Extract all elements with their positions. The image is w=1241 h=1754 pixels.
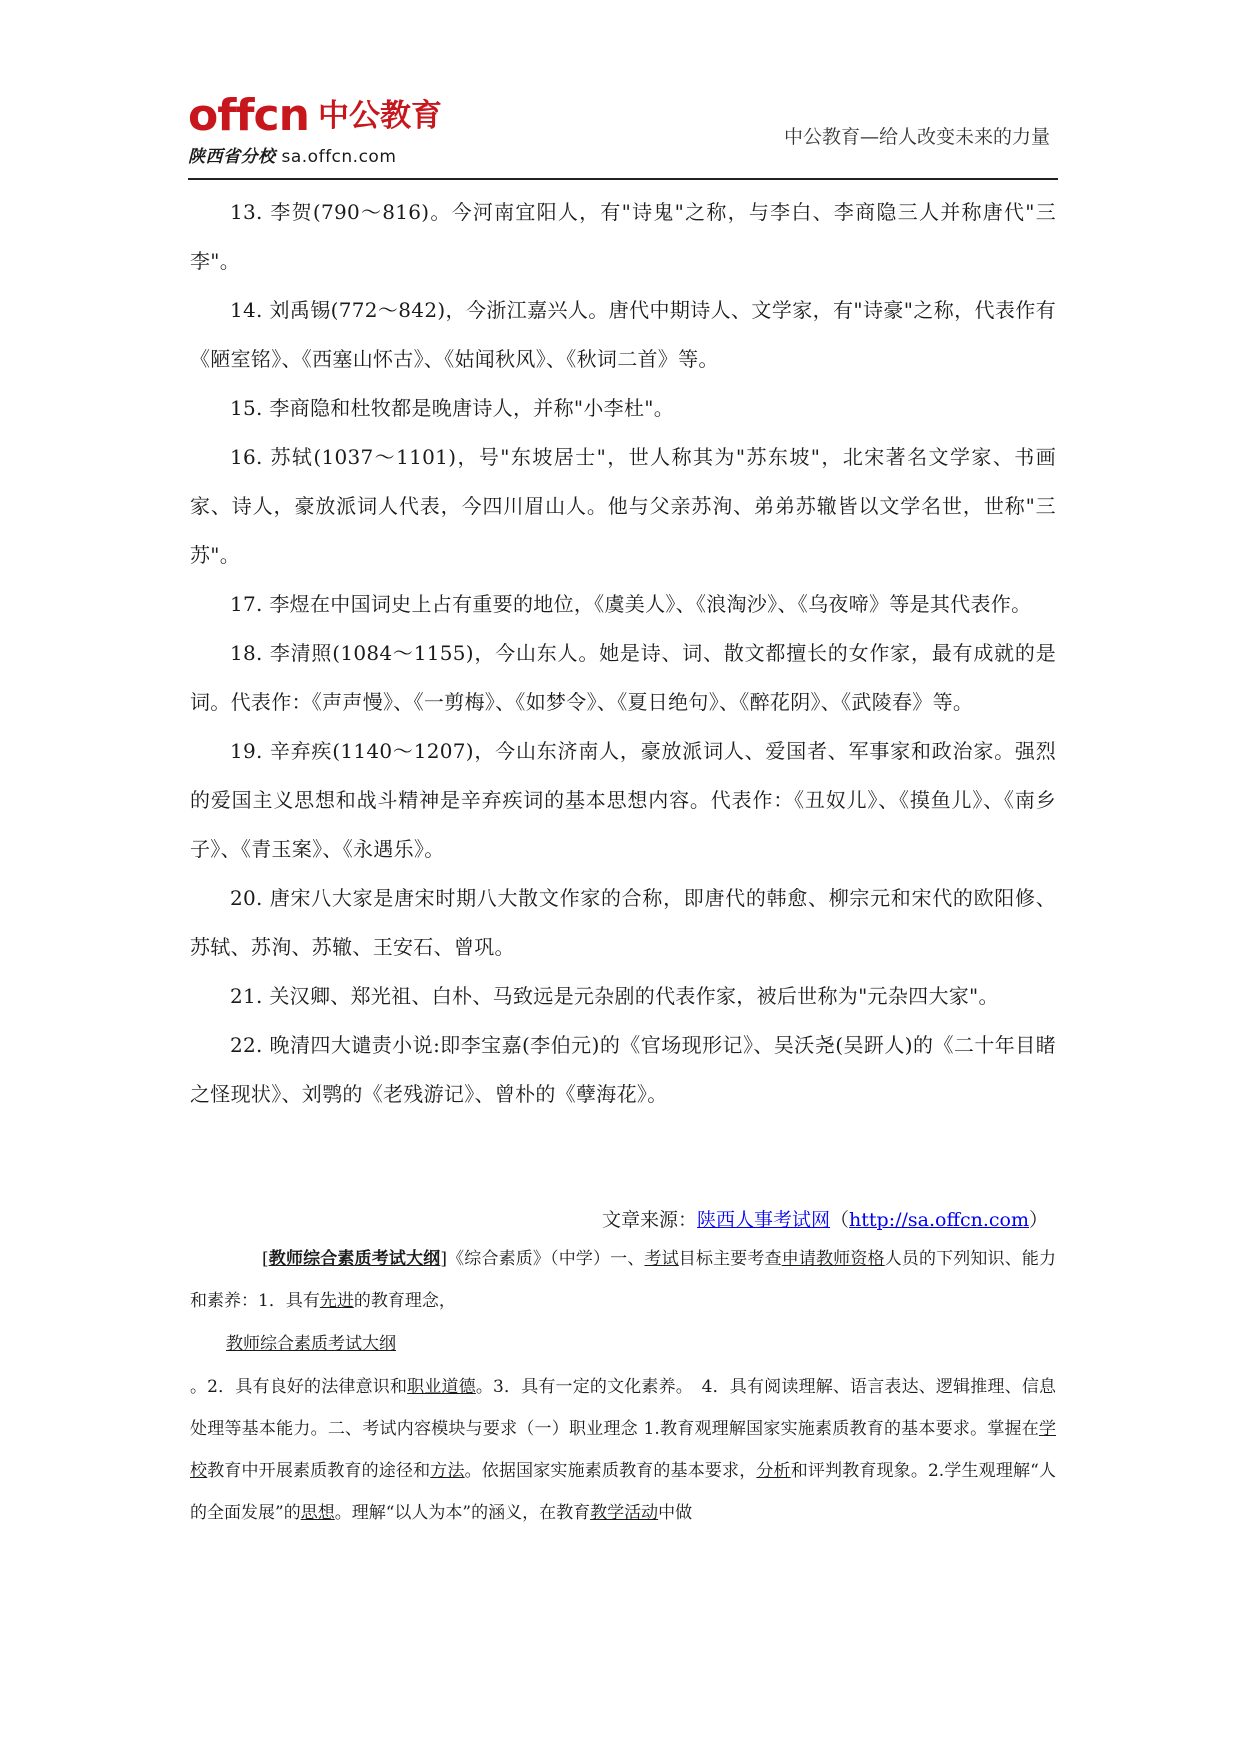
logo-brand: offcn [188,90,309,141]
excerpt-text-10: 。理解“以人为本”的涵义，在教育 [334,1503,591,1523]
offcn-logo[interactable] [188,90,442,167]
school-link[interactable]: 学校 [190,1419,1056,1481]
excerpt-text-6: 。3．具有一定的文化素养。 4．具有阅读理解、语言表达、逻辑推理、信息处理等基本能力。二、考试内容模块与要求（一）职业理念 1.教育观理解国家实施素质教育的基本要求。掌握在 [190,1377,1056,1439]
paragraph-18: 18. 李清照(1084～1155)，今山东人。她是诗、词、散文都擅长的女作家，最有成就的是词。代表作：《声声慢》、《一剪梅》、《如梦令》、《夏日绝句》、《醉花阴》、《武陵春》等。 [190,641,1056,714]
source-prefix: 文章来源： [601,1209,697,1231]
paragraph-19: 19. 辛弃疾(1140～1207)，今山东济南人，豪放派词人、爱国者、军事家和政治家。强烈的爱国主义思想和战斗精神是辛弃疾词的基本思想内容。代表作：《丑奴儿》、《摸鱼儿》、《南乡子》、《青玉案》、《永遇乐》。 [190,739,1056,861]
related-excerpt [190,1238,1056,1534]
paragraph-13: 13. 李贺(790～816)。今河南宜阳人，有"诗鬼"之称，与李白、李商隐三人并称唐代"三李"。 [190,200,1056,273]
excerpt-text-8: 。依据国家实施素质教育的基本要求， [464,1461,757,1481]
logo-sub-url: sa.offcn.com [281,147,397,167]
source-close-paren: ） [1028,1209,1048,1231]
logo-sub-cn: 陕西省分校 [188,147,276,167]
source-url-link[interactable]: http://sa.offcn.com [849,1209,1029,1231]
article-source [190,1205,1048,1235]
excerpt-text-7: 教育中开展素质教育的途径和 [207,1461,431,1481]
paragraph-17: 17. 李煜在中国词史上占有重要的地位，《虞美人》、《浪淘沙》、《乌夜啼》等是其代表作。 [230,592,1032,616]
source-site-link[interactable]: 陕西人事考试网 [697,1209,831,1231]
excerpt-text-9: 和评判教育现象。2.学生观理解“人的全面发展”的 [190,1461,1057,1523]
advanced-link[interactable]: 先进 [319,1291,354,1311]
paragraph-20: 20. 唐宋八大家是唐宋时期八大散文作家的合称，即唐代的韩愈、柳宗元和宋代的欧阳修、苏轼、苏洵、苏辙、王安石、曾巩。 [190,886,1056,959]
excerpt-text-1: 《综合素质》（中学）一、 [446,1249,645,1269]
article-body [190,188,1056,1119]
exam-link[interactable]: 考试 [644,1249,679,1269]
outline-subheading-link[interactable]: 教师综合素质考试大纲 [226,1334,396,1354]
excerpt-body [190,1366,1056,1534]
thought-link[interactable]: 思想 [300,1503,335,1523]
paragraph-15: 15. 李商隐和杜牧都是晚唐诗人，并称"小李杜"。 [230,396,675,420]
paragraph-14: 14. 刘禹锡(772～842)，今浙江嘉兴人。唐代中期诗人、文学家，有"诗豪"之称，代表作有《陋室铭》、《西塞山怀古》、《姑闻秋风》、《秋词二首》等。 [190,298,1056,371]
outline-link-bold[interactable]: 教师综合素质考试大纲 [268,1249,441,1269]
professional-ethics-link[interactable]: 职业道德 [407,1377,476,1397]
paragraph-16: 16. 苏轼(1037～1101)，号"东坡居士"，世人称其为"苏东坡"，北宋著名文学家、书画家、诗人，豪放派词人代表，今四川眉山人。他与父亲苏洵、弟弟苏辙皆以文学名世，世称"三苏"。 [190,445,1056,567]
method-link[interactable]: 方法 [430,1461,465,1481]
bracket-open: [ [262,1249,269,1269]
excerpt-text-11: 中做 [658,1503,693,1523]
header-divider [188,178,1058,180]
paragraph-22: 22. 晚清四大谴责小说:即李宝嘉(李伯元)的《官场现形记》、吴沃尧(吴趼人)的《二十年目睹之怪现状》、刘鹗的《老残游记》、曾朴的《孽海花》。 [190,1033,1056,1106]
logo-subtitle [188,142,442,167]
excerpt-text-3: 人员的下列知识、能力和素养：1．具有 [190,1249,1057,1311]
teaching-activity-link[interactable]: 教学活动 [590,1503,659,1523]
header-slogan: 中公教育—给人改变未来的力量 [783,126,1050,148]
bracket-close: ] [440,1249,447,1269]
page-header [188,82,1058,180]
paragraph-21: 21. 关汉卿、郑光祖、白朴、马致远是元杂剧的代表作家，被后世称为"元杂四大家"。 [230,984,999,1008]
logo-brand-cn: 中公教育 [318,98,443,134]
excerpt-text-4: 的教育理念， [353,1291,456,1311]
excerpt-text-2: 目标主要考查 [678,1249,782,1269]
source-open-paren: （ [830,1209,850,1231]
excerpt-text-5: 。2．具有良好的法律意识和 [190,1377,408,1397]
analysis-link[interactable]: 分析 [756,1461,791,1481]
teacher-qualification-link[interactable]: 申请教师资格 [781,1249,885,1269]
excerpt-lead [190,1238,1056,1322]
